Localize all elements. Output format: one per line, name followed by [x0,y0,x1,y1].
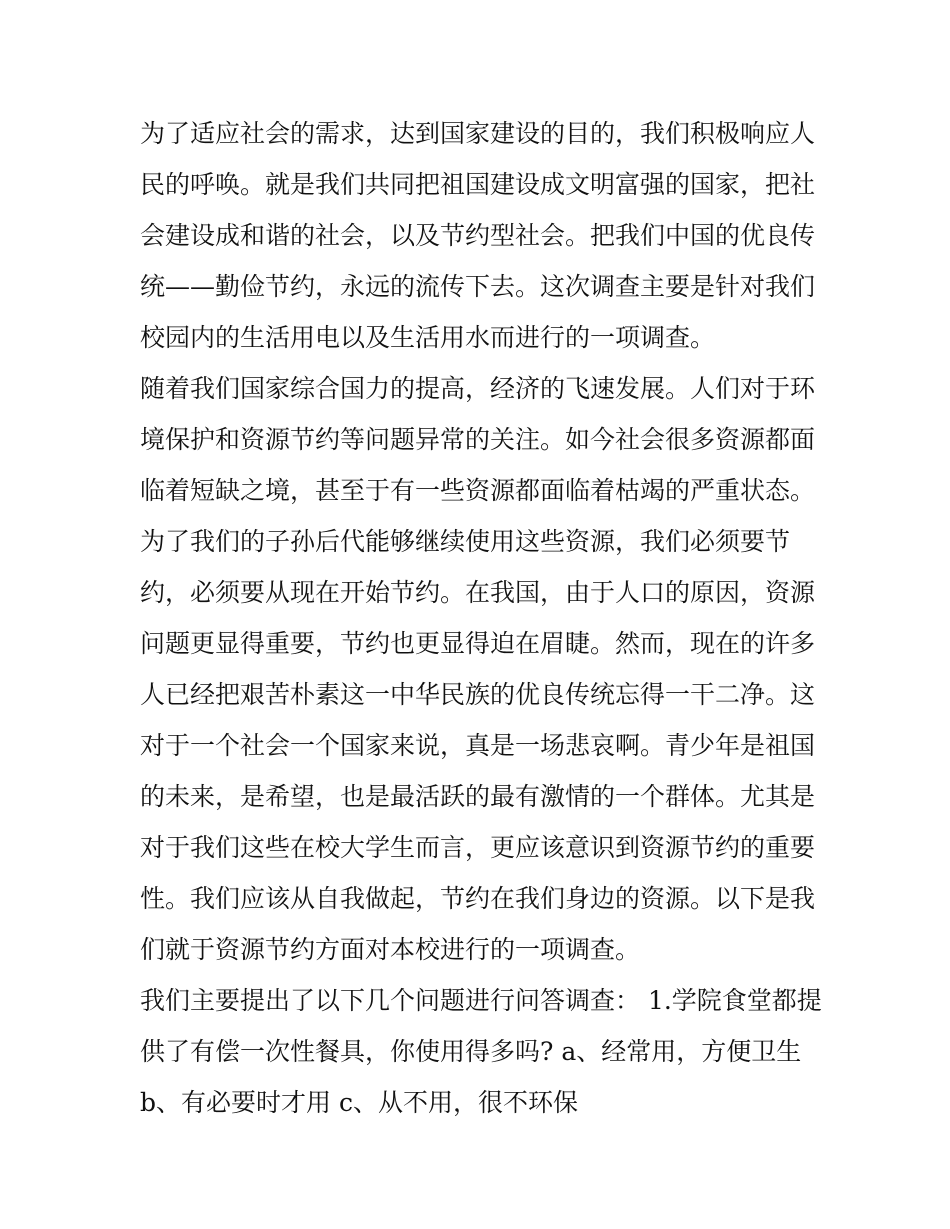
text-line: 我们主要提出了以下几个问题进行问答调查： 1.学院食堂都提 [140,986,822,1015]
text-line: 供了有偿一次性餐具，你使用得多吗? a、经常用，方便卫生 [140,1037,802,1066]
text-line: 为了适应社会的需求，达到国家建设的目的，我们积极响应人 [140,119,816,148]
text-line: 性。我们应该从自我做起，节约在我们身边的资源。以下是我 [140,884,816,913]
text-line: 民的呼唤。就是我们共同把祖国建设成文明富强的国家，把社 [140,170,816,199]
text-line: 的未来，是希望，也是最活跃的最有激情的一个群体。尤其是 [140,782,816,811]
text-line: 临着短缺之境，甚至于有一些资源都面临着枯竭的严重状态。 [140,476,816,505]
text-line: 统——勤俭节约，永远的流传下去。这次调查主要是针对我们 [140,272,816,301]
text-line: 校园内的生活用电以及生活用水而进行的一项调查。 [140,323,716,352]
paragraph-survey-questions [140,975,822,1128]
document-body [140,108,822,1128]
text-line: 约，必须要从现在开始节约。在我国，由于人口的原因，资源 [140,578,816,607]
text-line: b、有必要时才用 c、从不用，很不环保 [140,1088,578,1117]
text-line: 人已经把艰苦朴素这一中华民族的优良传统忘得一干二净。这 [140,680,816,709]
text-line: 境保护和资源节约等问题异常的关注。如今社会很多资源都面 [140,425,816,454]
text-line: 们就于资源节约方面对本校进行的一项调查。 [140,935,641,964]
text-line: 为了我们的子孙后代能够继续使用这些资源，我们必须要节 [140,527,791,556]
text-line: 对于一个社会一个国家来说，真是一场悲哀啊。青少年是祖国 [140,731,816,760]
text-line: 问题更显得重要，节约也更显得迫在眉睫。然而，现在的许多 [140,629,816,658]
paragraph-intro [140,108,816,363]
text-line: 会建设成和谐的社会，以及节约型社会。把我们中国的优良传 [140,221,816,250]
text-line: 对于我们这些在校大学生而言，更应该意识到资源节约的重要 [140,833,816,862]
text-line: 随着我们国家综合国力的提高，经济的飞速发展。人们对于环 [140,374,816,403]
paragraph-background [140,363,816,975]
